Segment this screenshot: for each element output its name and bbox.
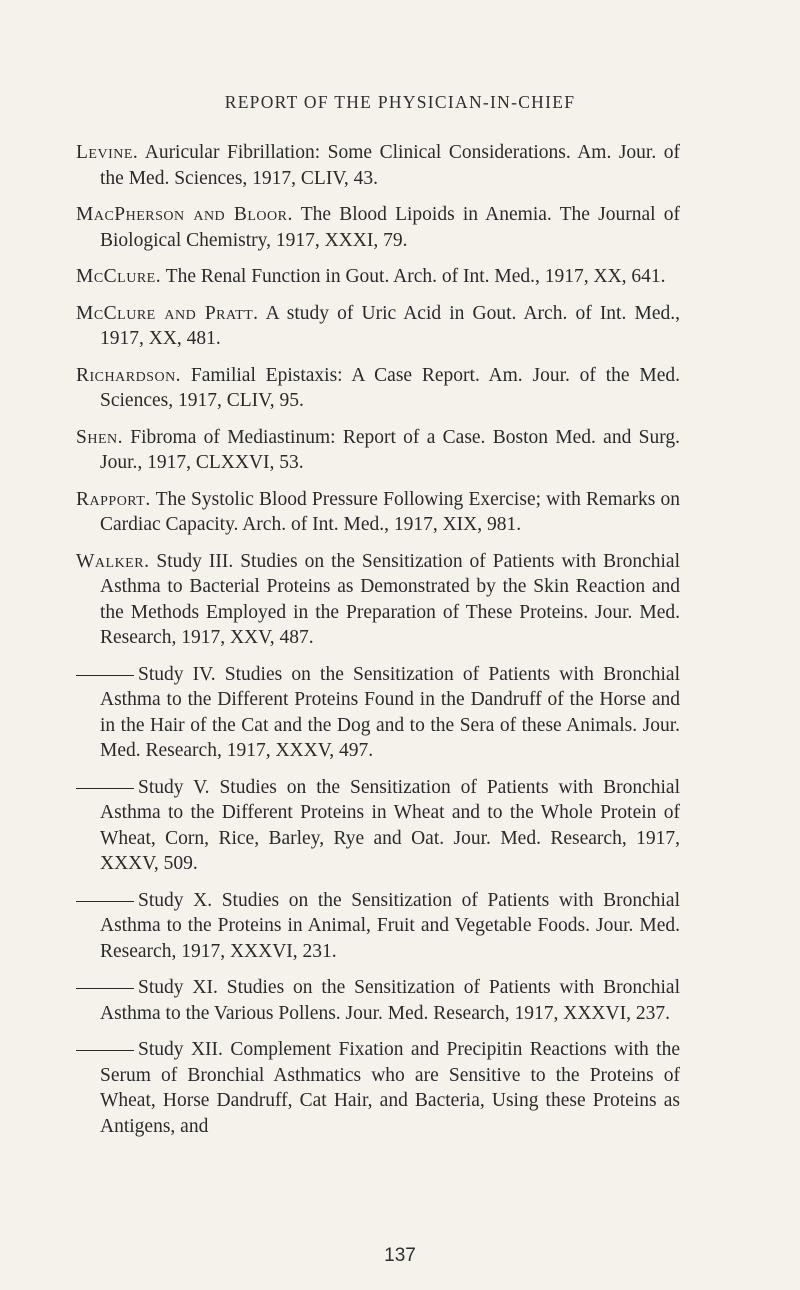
reference-entry — [76, 301, 680, 352]
reference-entry — [76, 202, 680, 253]
reference-list — [76, 140, 680, 1150]
reference-text: Study III. Studies on the Sensitization of Patients with Bronchial Asthma to Bacterial Proteins as Demonstrated by the Skin Reaction and the Methods Employed in the Preparation of These Proteins. Jour. Med. Research, 1917, XXV, 487. — [100, 550, 680, 648]
ditto-dash — [76, 1050, 134, 1051]
reference-text: The Systolic Blood Pressure Following Exercise; with Remarks on Cardiac Capacity. Arch. of Int. Med., 1917, XIX, 981. — [100, 488, 680, 535]
reference-author: McClure and Pratt. — [76, 302, 259, 324]
reference-author: Richardson. — [76, 364, 182, 386]
reference-entry — [76, 1037, 680, 1139]
reference-entry — [76, 487, 680, 538]
reference-text: Familial Epistaxis: A Case Report. Am. Jour. of the Med. Sciences, 1917, CLIV, 95. — [100, 364, 680, 411]
reference-entry — [76, 975, 680, 1026]
reference-text: Study V. Studies on the Sensitization of Patients with Bronchial Asthma to the Different Proteins in Wheat and to the Whole Protein of Wheat, Corn, Rice, Barley, Rye and Oat. Jour. Med. Research, 1917, XXXV, 509. — [100, 776, 680, 874]
reference-entry — [76, 549, 680, 651]
reference-text: The Renal Function in Gout. Arch. of Int. Med., 1917, XX, 641. — [165, 266, 666, 287]
ditto-dash — [76, 788, 134, 789]
reference-entry — [76, 662, 680, 764]
reference-text: The Blood Lipoids in Anemia. The Journal of Biological Chemistry, 1917, XXXI, 79. — [100, 204, 680, 251]
reference-entry — [76, 264, 680, 290]
reference-author: Walker. — [76, 550, 150, 572]
reference-author: McClure. — [76, 266, 162, 287]
reference-entry — [76, 888, 680, 965]
reference-entry — [76, 140, 680, 191]
ditto-dash — [76, 988, 134, 989]
page-number: 137 — [384, 1245, 416, 1266]
reference-text: Study XI. Studies on the Sensitization of Patients with Bronchial Asthma to the Various Pollens. Jour. Med. Research, 1917, XXXVI, 237. — [100, 977, 680, 1024]
running-head: REPORT OF THE PHYSICIAN-IN-CHIEF — [224, 92, 576, 112]
reference-text: Study X. Studies on the Sensitization of Patients with Bronchial Asthma to the Proteins in Animal, Fruit and Vegetable Foods. Jour. Med. Research, 1917, XXXVI, 231. — [100, 889, 680, 962]
reference-text: Fibroma of Mediastinum: Report of a Case. Boston Med. and Surg. Jour., 1917, CLXXVI, 53. — [100, 426, 680, 473]
reference-text: Study XII. Complement Fixation and Precipitin Reactions with the Serum of Bronchial Asthmatics who are Sensitive to the Proteins of Wheat, Horse Dandruff, Cat Hair, and Bacteria, Using these Proteins as Antigens, and — [100, 1039, 680, 1137]
reference-entry — [76, 425, 680, 476]
ditto-dash — [76, 901, 134, 902]
ditto-dash — [76, 675, 134, 676]
reference-author: Levine. — [76, 142, 139, 163]
reference-author: MacPherson and Bloor. — [76, 204, 293, 225]
reference-entry — [76, 363, 680, 414]
reference-author: Shen. — [76, 426, 123, 448]
reference-text: Study IV. Studies on the Sensitization of Patients with Bronchial Asthma to the Different Proteins Found in the Dandruff of the Horse and in the Hair of the Cat and the Dog and to the Sera of these Animals. Jour. Med. Research, 1917, XXXV, 497. — [100, 663, 680, 761]
reference-text: A study of Uric Acid in Gout. Arch. of Int. Med., 1917, XX, 481. — [100, 302, 680, 349]
reference-entry — [76, 775, 680, 877]
reference-text: Auricular Fibrillation: Some Clinical Considerations. Am. Jour. of the Med. Sciences, 1917, CLIV, 43. — [100, 142, 680, 189]
reference-author: Rapport. — [76, 488, 151, 510]
